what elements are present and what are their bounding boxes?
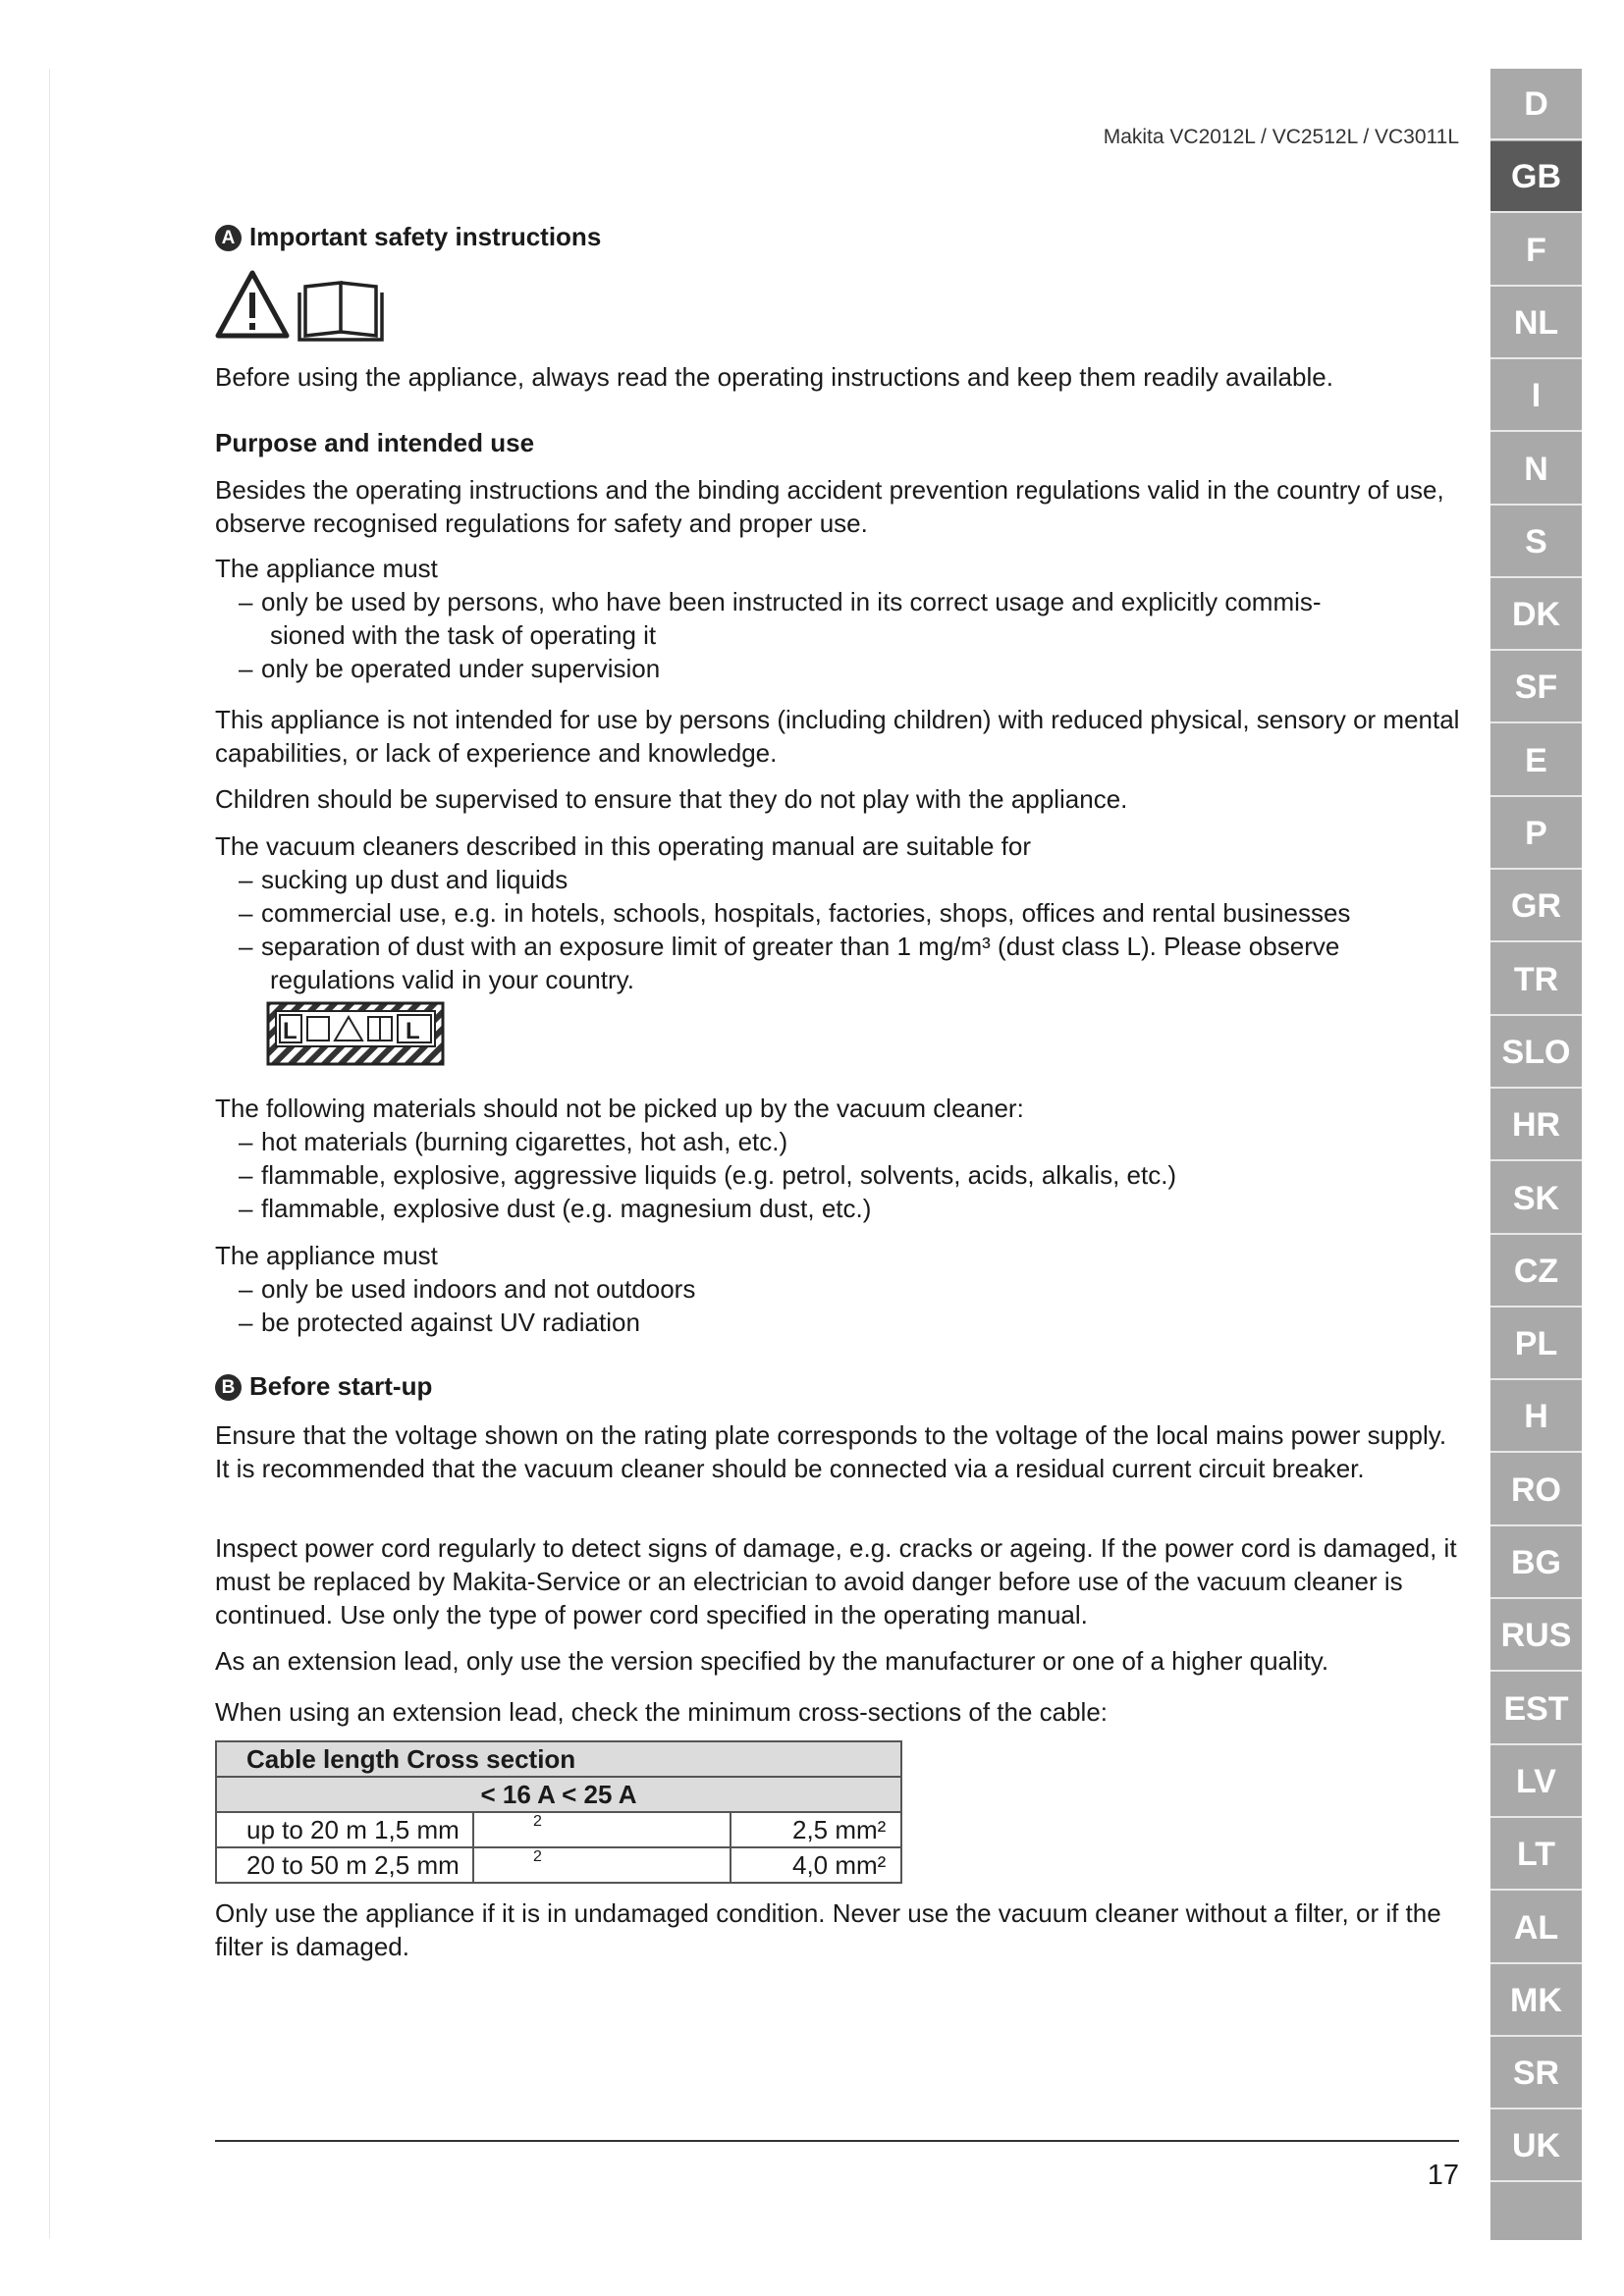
language-tab-h[interactable]: H	[1490, 1381, 1582, 1453]
language-tab-slo[interactable]: SLO	[1490, 1017, 1582, 1089]
language-tab-n[interactable]: N	[1490, 434, 1582, 506]
footer-divider	[215, 2140, 1459, 2142]
list-item: – only be operated under supervision	[239, 654, 661, 683]
language-tab-pl[interactable]: PL	[1490, 1308, 1582, 1380]
cross-section-lead: When using an extension lead, check the minimum cross-sections of the cable:	[215, 1697, 1109, 1727]
language-tab-est[interactable]: EST	[1490, 1674, 1582, 1745]
list-item: – flammable, explosive, aggressive liquids (e.g. petrol, solvents, acids, alkalis, etc.)	[239, 1160, 1177, 1190]
cord-text: Inspect power cord regularly to detect signs of damage, e.g. cracks or ageing. If the power cord is damaged, it must be replaced by Makita-Service or an electrician to avoid danger before use of the vacuum cleaner is continued. Use only the type of power cord specified in the operating manual.	[215, 1533, 1457, 1629]
language-tab-p[interactable]: P	[1490, 798, 1582, 870]
table-header-cell: Cable length Cross section	[216, 1741, 901, 1777]
language-tab-ro[interactable]: RO	[1490, 1455, 1582, 1526]
dust-class-l-badge	[266, 1001, 445, 1071]
suitable-lead: The vacuum cleaners described in this operating manual are suitable for	[215, 831, 1032, 861]
table-cell-length: 20 to 50 m 2,5 mm	[216, 1847, 473, 1883]
language-tab-al[interactable]: AL	[1490, 1893, 1582, 1964]
language-tab-lt[interactable]: LT	[1490, 1819, 1582, 1891]
language-tab-f[interactable]: F	[1490, 215, 1582, 287]
must1-lead: The appliance must	[215, 554, 438, 583]
language-tab-gb[interactable]: GB	[1490, 141, 1582, 213]
children-text: Children should be supervised to ensure that they do not play with the appliance.	[215, 784, 1128, 814]
materials-lead: The following materials should not be picked up by the vacuum cleaner:	[215, 1094, 1024, 1123]
language-tab-sidebar	[1490, 69, 1582, 2240]
language-tab-sk[interactable]: SK	[1490, 1163, 1582, 1235]
language-tab-e[interactable]: E	[1490, 725, 1582, 797]
list-item: – sucking up dust and liquids	[239, 865, 568, 894]
table-row	[216, 1847, 901, 1883]
extension-text: As an extension lead, only use the version specified by the manufacturer or one of a higher quality.	[215, 1646, 1329, 1676]
safety-icons	[215, 267, 411, 347]
list-item: – commercial use, e.g. in hotels, schools, hospitals, factories, shops, offices and rental businesses	[239, 898, 1351, 928]
section-title-startup: B Before start-up	[215, 1369, 1460, 1403]
closing-text: Only use the appliance if it is in undamaged condition. Never use the vacuum cleaner without a filter, or if the filter is damaged.	[215, 1898, 1441, 1961]
table-row	[216, 1812, 901, 1847]
list-item: – only be used indoors and not outdoors	[239, 1274, 696, 1304]
language-tab-cz[interactable]: CZ	[1490, 1236, 1582, 1308]
language-tab-d[interactable]: D	[1490, 69, 1582, 140]
list-item-continuation: sioned with the task of operating it	[270, 620, 657, 650]
section-title-safety: A Important safety instructions	[215, 220, 1460, 253]
list-item: – separation of dust with an exposure limit of greater than 1 mg/m³ (dust class L). Please observe	[239, 932, 1340, 961]
page-edge-line	[49, 69, 50, 2238]
manual-book-icon	[299, 283, 382, 340]
language-tab-sf[interactable]: SF	[1490, 652, 1582, 723]
svg-text:L: L	[406, 1018, 420, 1044]
table-header-row	[216, 1741, 901, 1777]
section-badge-a: A	[215, 225, 242, 251]
language-tab-tr[interactable]: TR	[1490, 944, 1582, 1016]
language-tab-gr[interactable]: GR	[1490, 871, 1582, 942]
safety-intro: Before using the appliance, always read the operating instructions and keep them readily available.	[215, 362, 1333, 392]
language-tab-s[interactable]: S	[1490, 507, 1582, 578]
must2-lead: The appliance must	[215, 1241, 438, 1270]
cable-cross-section-table	[215, 1740, 902, 1884]
voltage-text: Ensure that the voltage shown on the rating plate corresponds to the voltage of the local mains power supply. It is recommended that the vacuum cleaner should be connected via a residual current circuit breaker.	[215, 1420, 1447, 1483]
purpose-text: Besides the operating instructions and the binding accident prevention regulations valid in the country of use, observe recognised regulations for safety and proper use.	[215, 475, 1444, 538]
table-cell-sup: 2	[473, 1847, 731, 1883]
language-tab-hr[interactable]: HR	[1490, 1090, 1582, 1161]
language-tab-sr[interactable]: SR	[1490, 2038, 1582, 2109]
warning-triangle-icon	[218, 273, 287, 336]
list-item: – hot materials (burning cigarettes, hot ash, etc.)	[239, 1127, 788, 1156]
page-number: 17	[1427, 2160, 1459, 2191]
language-tab-nl[interactable]: NL	[1490, 288, 1582, 359]
section-badge-b: B	[215, 1374, 242, 1401]
table-subheader-row	[216, 1777, 901, 1812]
header-model: Makita VC2012L / VC2512L / VC3011L	[1103, 126, 1459, 148]
language-tab-uk[interactable]: UK	[1490, 2110, 1582, 2182]
table-cell-value: 2,5 mm²	[731, 1812, 901, 1847]
language-tab-dk[interactable]: DK	[1490, 579, 1582, 651]
language-tab-rus[interactable]: RUS	[1490, 1600, 1582, 1672]
language-tab-mk[interactable]: MK	[1490, 1965, 1582, 2037]
language-tab-bg[interactable]: BG	[1490, 1527, 1582, 1599]
list-item: – flammable, explosive dust (e.g. magnesium dust, etc.)	[239, 1194, 872, 1223]
not-intended-text: This appliance is not intended for use by persons (including children) with reduced physical, sensory or mental capabilities, or lack of experience and knowledge.	[215, 705, 1460, 768]
table-subheader-cell: < 16 A < 25 A	[216, 1777, 901, 1812]
purpose-title: Purpose and intended use	[215, 428, 535, 457]
list-item-continuation: regulations valid in your country.	[270, 965, 634, 994]
dust-class-letter: L	[283, 1018, 298, 1044]
table-cell-sup: 2	[473, 1812, 731, 1847]
table-cell-length: up to 20 m 1,5 mm	[216, 1812, 473, 1847]
table-cell-value: 4,0 mm²	[731, 1847, 901, 1883]
language-tab-i[interactable]: I	[1490, 360, 1582, 432]
language-tab-lv[interactable]: LV	[1490, 1746, 1582, 1818]
list-item: – only be used by persons, who have been instructed in its correct usage and explicitly commis-	[239, 587, 1322, 616]
list-item: – be protected against UV radiation	[239, 1308, 640, 1337]
